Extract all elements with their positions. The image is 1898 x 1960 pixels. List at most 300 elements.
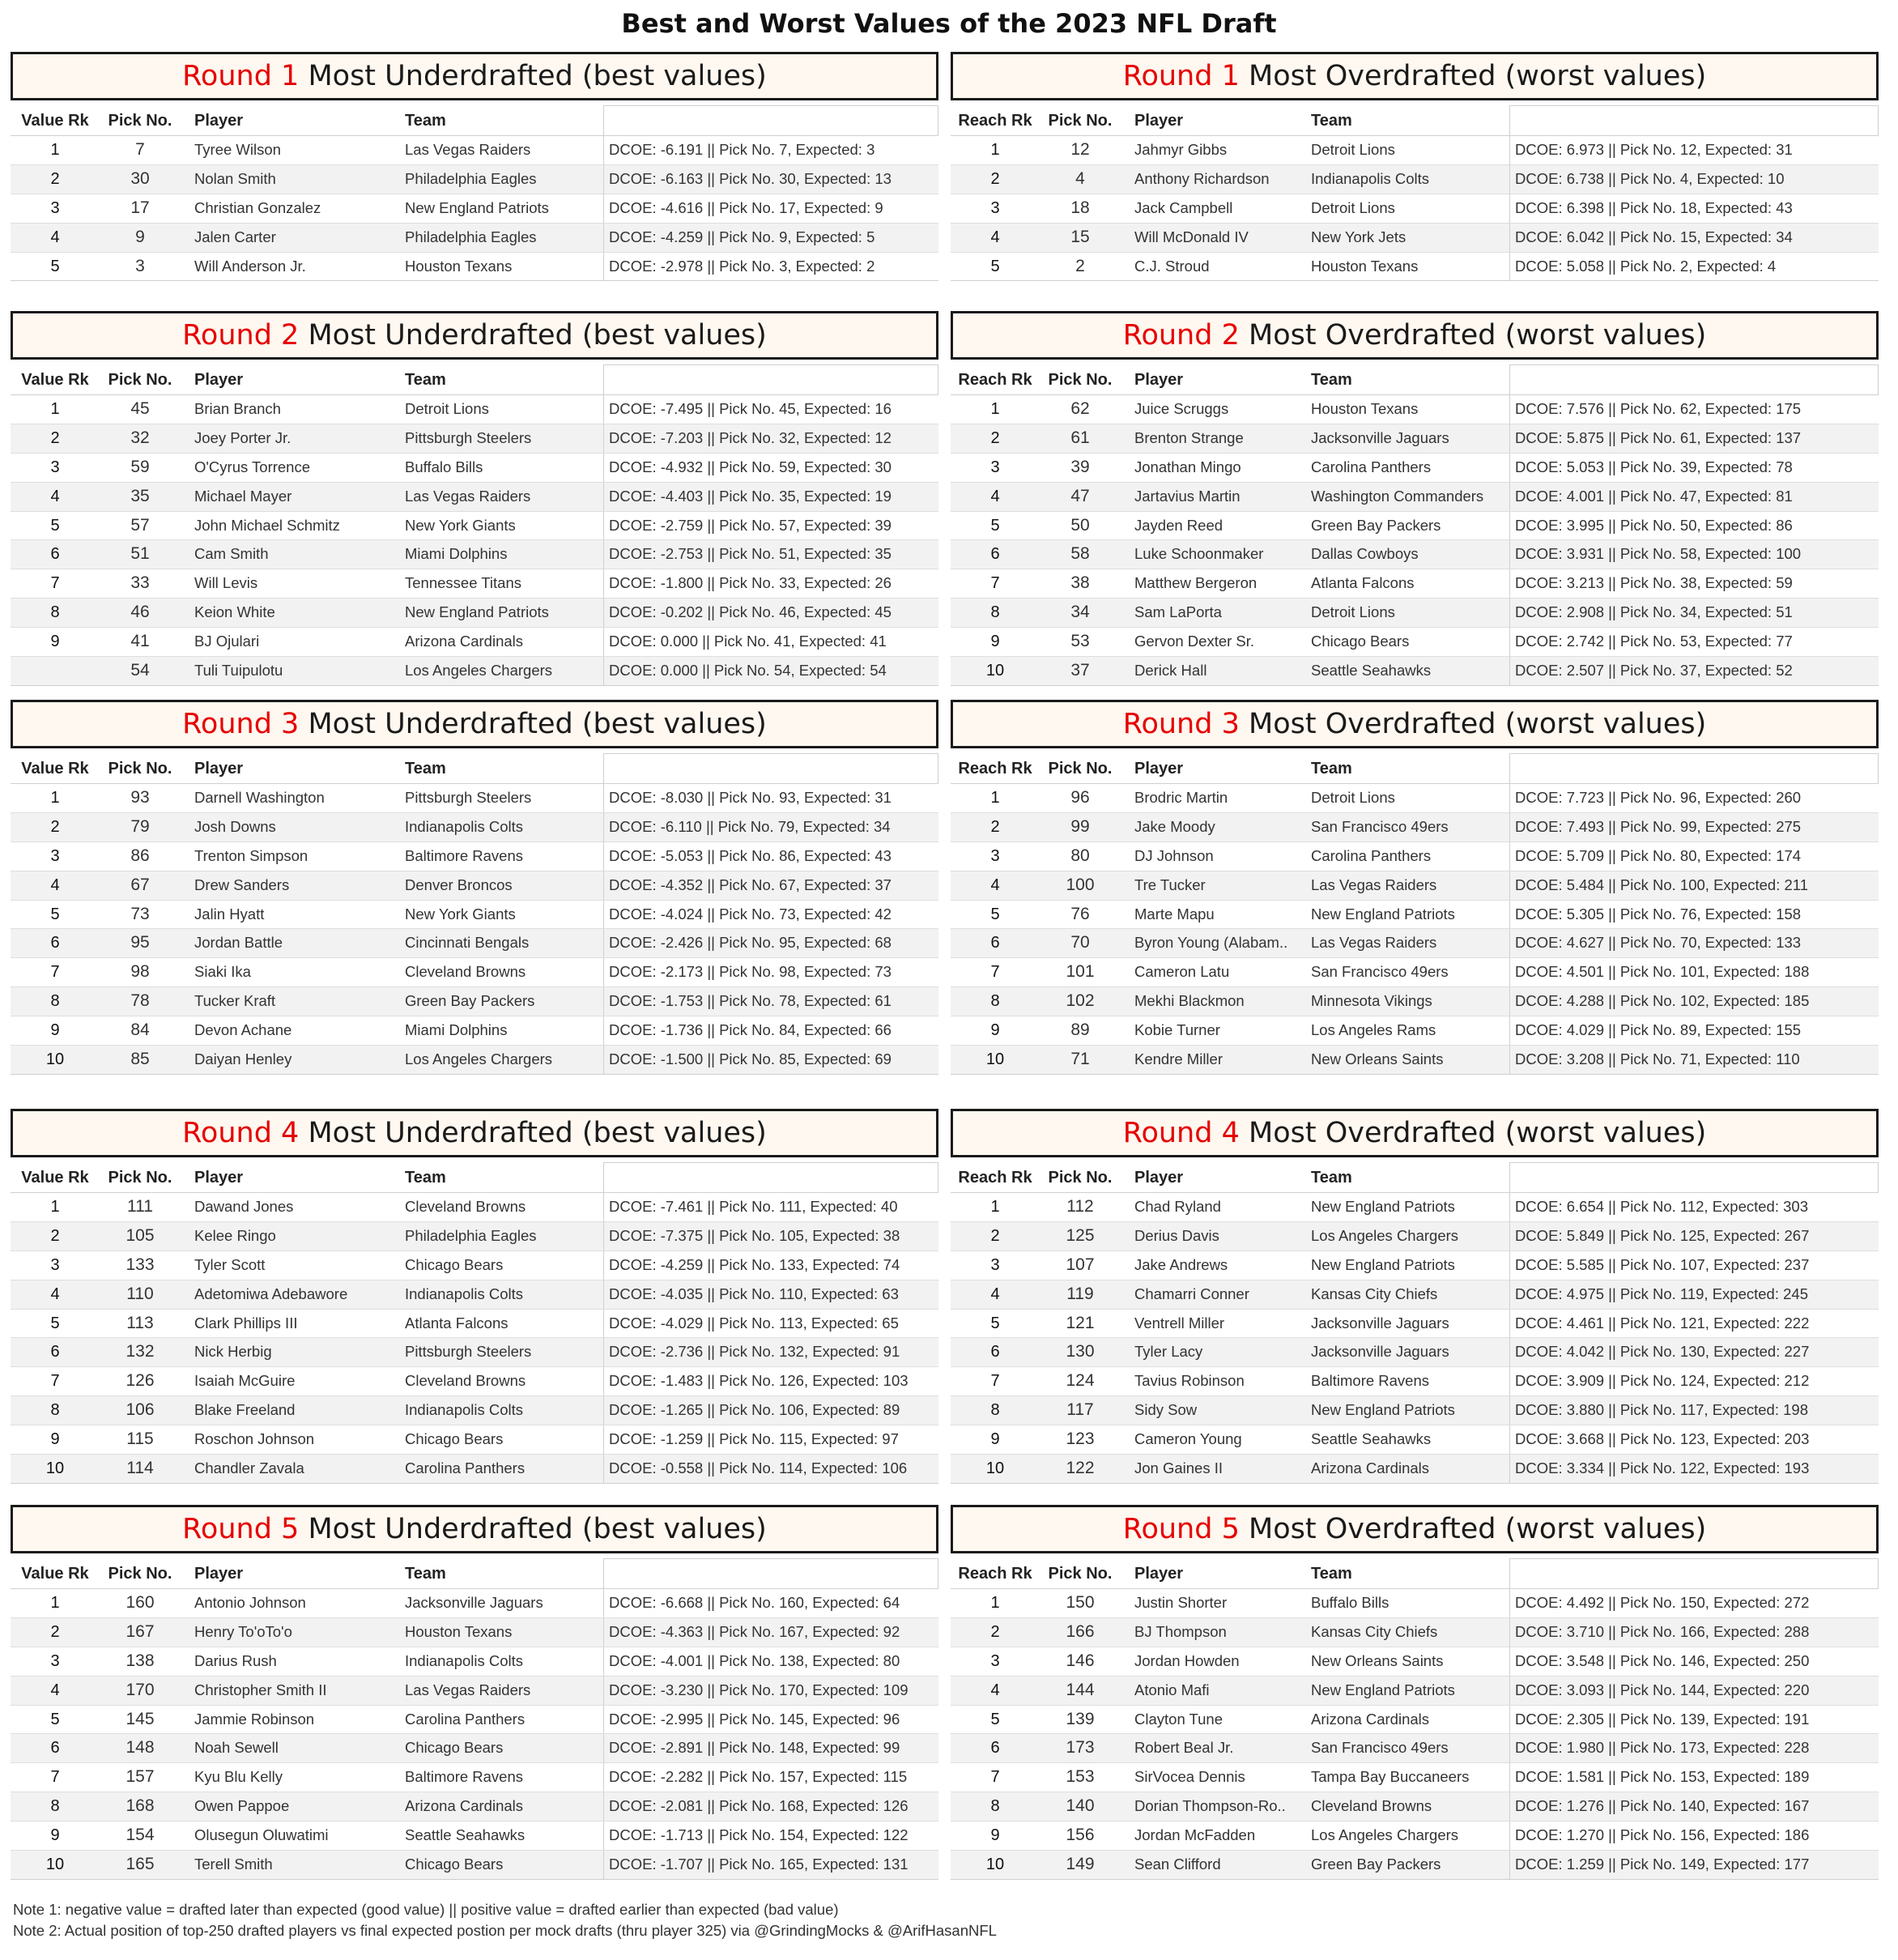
rank-cell: 2: [50, 1226, 60, 1245]
team-cell: Jacksonville Jaguars: [405, 1594, 543, 1611]
table-row: [951, 656, 1879, 685]
round-1-underdrafted-panel: [11, 52, 938, 281]
pick-cell: 38: [1070, 573, 1090, 593]
detail-cell: DCOE: 5.875 || Pick No. 61, Expected: 137: [1509, 424, 1879, 453]
detail-cell: DCOE: -2.978 || Pick No. 3, Expected: 2: [603, 253, 938, 281]
rank-cell: 2: [50, 1622, 60, 1641]
player-cell: Olusegun Oluwatimi: [194, 1826, 329, 1844]
detail-cell: DCOE: -4.024 || Pick No. 73, Expected: 42: [603, 901, 938, 929]
player-cell: Gervon Dexter Sr.: [1134, 633, 1255, 650]
pick-cell: 54: [130, 661, 150, 680]
pick-cell: 168: [126, 1796, 155, 1816]
panel-heading: Most Underdrafted (best values): [308, 1513, 767, 1545]
player-cell: Byron Young (Alabam..: [1134, 934, 1288, 952]
rank-cell: 7: [990, 1768, 1000, 1787]
player-cell: Michael Mayer: [194, 487, 292, 505]
rank-cell: 2: [50, 169, 60, 188]
team-cell: New York Jets: [1311, 228, 1406, 245]
rank-cell: 8: [990, 992, 1000, 1011]
player-cell: Josh Downs: [194, 817, 276, 835]
table-row: [951, 1251, 1879, 1280]
rank-cell: 3: [990, 1651, 1000, 1670]
team-column-header: Team: [405, 1565, 446, 1583]
detail-cell: DCOE: 6.398 || Pick No. 18, Expected: 43: [1509, 194, 1879, 223]
round-label: Round 2: [1122, 319, 1240, 352]
rank-cell: 5: [990, 257, 1000, 275]
panel-banner: [11, 700, 938, 748]
rank-cell: 5: [50, 1314, 60, 1332]
rank-cell: 1: [990, 141, 1000, 159]
panel-heading: Most Overdrafted (worst values): [1249, 1117, 1707, 1149]
detail-cell: DCOE: 4.627 || Pick No. 70, Expected: 133: [1509, 929, 1879, 957]
table-body: [11, 135, 938, 281]
table-body: [951, 135, 1879, 281]
pick-cell: 123: [1066, 1430, 1095, 1449]
player-cell: C.J. Stroud: [1134, 257, 1210, 275]
rank-cell: 1: [50, 1594, 60, 1612]
detail-column-header: [603, 1162, 938, 1192]
team-cell: New England Patriots: [1311, 905, 1455, 922]
player-column-header: Player: [194, 371, 244, 389]
player-cell: Will Anderson Jr.: [194, 257, 306, 275]
pick-cell: 106: [126, 1400, 155, 1420]
rank-cell: 2: [990, 1226, 1000, 1245]
table-row: [951, 1045, 1879, 1074]
table-row: [11, 1016, 938, 1045]
table-body: [11, 394, 938, 686]
table-row: [951, 1850, 1879, 1879]
pick-cell: 139: [1066, 1709, 1095, 1728]
pick-cell: 95: [130, 933, 150, 952]
team-cell: Los Angeles Chargers: [405, 662, 553, 680]
table-row: [951, 1762, 1879, 1792]
table-row: [951, 424, 1879, 453]
table-row: [11, 842, 938, 871]
pick-cell: 50: [1070, 515, 1090, 535]
rank-cell: 7: [990, 963, 1000, 982]
rank-cell: 4: [50, 876, 60, 894]
team-cell: Chicago Bears: [405, 1739, 504, 1757]
detail-cell: DCOE: 1.980 || Pick No. 173, Expected: 228: [1509, 1734, 1879, 1762]
team-cell: Miami Dolphins: [405, 545, 508, 563]
table-row: [11, 784, 938, 812]
detail-cell: DCOE: -4.352 || Pick No. 67, Expected: 37: [603, 871, 938, 900]
table-body: [951, 1588, 1879, 1880]
player-cell: Cameron Latu: [1134, 963, 1230, 981]
team-column-header: Team: [405, 1169, 446, 1187]
detail-cell: DCOE: 3.334 || Pick No. 122, Expected: 193: [1509, 1455, 1879, 1483]
pick-cell: 39: [1070, 457, 1090, 476]
detail-cell: DCOE: 4.288 || Pick No. 102, Expected: 185: [1509, 987, 1879, 1016]
team-cell: Las Vegas Raiders: [405, 487, 531, 505]
table-body: [951, 1192, 1879, 1484]
detail-cell: DCOE: -5.053 || Pick No. 86, Expected: 43: [603, 842, 938, 871]
detail-cell: DCOE: -4.035 || Pick No. 110, Expected: 63: [603, 1280, 938, 1309]
pick-cell: 85: [130, 1050, 150, 1069]
rank-cell: 5: [990, 905, 1000, 923]
player-cell: Kobie Turner: [1134, 1021, 1220, 1039]
rank-cell: 4: [50, 228, 60, 246]
player-cell: Sean Clifford: [1134, 1856, 1221, 1873]
table-row: [11, 1366, 938, 1395]
rank-cell: 9: [50, 1430, 60, 1449]
table-row: [11, 252, 938, 281]
pick-cell: 37: [1070, 661, 1090, 680]
pick-cell: 145: [126, 1709, 155, 1728]
team-cell: New England Patriots: [1311, 1255, 1455, 1273]
player-cell: Derick Hall: [1134, 662, 1207, 680]
team-cell: New England Patriots: [1311, 1681, 1455, 1698]
team-cell: Indianapolis Colts: [405, 1401, 524, 1419]
team-cell: Pittsburgh Steelers: [405, 428, 532, 446]
pick-cell: 18: [1070, 198, 1090, 217]
player-cell: Antonio Johnson: [194, 1594, 306, 1611]
rank-cell: 7: [990, 1372, 1000, 1391]
table-row: [11, 1193, 938, 1221]
team-cell: New York Giants: [405, 905, 516, 922]
pick-cell: 17: [130, 198, 150, 217]
team-cell: Baltimore Ravens: [1311, 1372, 1430, 1390]
team-cell: Houston Texans: [1311, 400, 1419, 417]
team-cell: Baltimore Ravens: [405, 846, 524, 864]
team-cell: Arizona Cardinals: [1311, 1710, 1430, 1728]
player-cell: Marte Mapu: [1134, 905, 1215, 922]
pick-cell: 100: [1066, 875, 1095, 894]
rank-cell: 5: [990, 516, 1000, 535]
pick-cell: 47: [1070, 486, 1090, 505]
team-cell: Pittsburgh Steelers: [405, 1343, 532, 1361]
rank-cell: 9: [50, 1021, 60, 1040]
rank-cell: 3: [990, 846, 1000, 865]
table-header: [11, 1553, 938, 1588]
rank-cell: 10: [985, 1459, 1005, 1478]
table-header: [11, 1157, 938, 1192]
detail-cell: DCOE: 3.548 || Pick No. 146, Expected: 250: [1509, 1647, 1879, 1676]
rank-cell: 5: [50, 516, 60, 535]
detail-cell: DCOE: -8.030 || Pick No. 93, Expected: 31: [603, 784, 938, 812]
pick-column-header: Pick No.: [108, 1169, 172, 1187]
player-cell: Keion White: [194, 603, 275, 621]
player-cell: Noah Sewell: [194, 1739, 279, 1757]
player-cell: Blake Freeland: [194, 1401, 296, 1419]
player-cell: Tavius Robinson: [1134, 1372, 1245, 1390]
player-cell: Daiyan Henley: [194, 1050, 292, 1068]
round-label: Round 2: [182, 319, 300, 352]
rank-cell: 3: [50, 1651, 60, 1670]
table-row: [951, 1647, 1879, 1676]
table-row: [951, 1705, 1879, 1734]
pick-cell: 86: [130, 846, 150, 865]
table-row: [951, 1617, 1879, 1647]
round-5-overdrafted-panel: [951, 1505, 1879, 1880]
rank-cell: 8: [990, 1797, 1000, 1816]
rank-cell: 1: [990, 400, 1000, 418]
rank-cell: 4: [990, 1285, 1000, 1303]
team-cell: Kansas City Chiefs: [1311, 1285, 1438, 1302]
round-2-overdrafted-panel: [951, 311, 1879, 686]
rank-cell: 4: [50, 487, 60, 505]
team-cell: Los Angeles Chargers: [1311, 1226, 1459, 1244]
round-4-overdrafted-panel: [951, 1109, 1879, 1484]
rank-column-header: Reach Rk: [958, 112, 1032, 130]
team-cell: Minnesota Vikings: [1311, 992, 1432, 1010]
player-cell: Kelee Ringo: [194, 1226, 276, 1244]
player-cell: Tuli Tuipulotu: [194, 662, 283, 680]
player-column-header: Player: [1134, 1565, 1184, 1583]
player-cell: Jack Campbell: [1134, 198, 1233, 216]
team-cell: Green Bay Packers: [405, 992, 535, 1010]
panel-heading: Most Overdrafted (worst values): [1249, 319, 1707, 352]
rank-cell: 6: [50, 1739, 60, 1758]
detail-cell: DCOE: -2.282 || Pick No. 157, Expected: 115: [603, 1763, 938, 1792]
pick-cell: 51: [130, 544, 150, 564]
team-cell: Philadelphia Eagles: [405, 228, 537, 245]
round-label: Round 4: [1122, 1117, 1240, 1149]
table-row: [951, 252, 1879, 281]
table-row: [11, 598, 938, 627]
table-row: [11, 656, 938, 685]
team-cell: Detroit Lions: [1311, 789, 1395, 806]
player-cell: Terell Smith: [194, 1856, 273, 1873]
team-column-header: Team: [1311, 112, 1352, 130]
panel-heading: Most Underdrafted (best values): [308, 60, 767, 92]
team-cell: Carolina Panthers: [1311, 458, 1432, 475]
player-cell: Owen Pappoe: [194, 1797, 290, 1815]
table-row: [951, 1193, 1879, 1221]
detail-column-header: [603, 364, 938, 394]
pick-cell: 133: [126, 1255, 155, 1274]
rank-cell: 4: [990, 876, 1000, 894]
detail-cell: DCOE: 5.058 || Pick No. 2, Expected: 4: [1509, 253, 1879, 281]
rank-cell: 8: [50, 1401, 60, 1420]
table-row: [11, 395, 938, 424]
pick-cell: 98: [130, 962, 150, 982]
player-cell: Cameron Young: [1134, 1430, 1242, 1448]
table-row: [951, 842, 1879, 871]
table-body: [11, 1192, 938, 1484]
team-cell: Cincinnati Bengals: [405, 934, 530, 952]
rank-cell: 2: [990, 817, 1000, 836]
table-row: [951, 164, 1879, 194]
pick-cell: 93: [130, 788, 150, 807]
table-header: [951, 100, 1879, 135]
pick-cell: 32: [130, 428, 150, 447]
panel-banner: [11, 311, 938, 360]
round-3-overdrafted-panel: [951, 700, 1879, 1075]
detail-cell: DCOE: 4.042 || Pick No. 130, Expected: 227: [1509, 1338, 1879, 1366]
team-cell: San Francisco 49ers: [1311, 1739, 1449, 1757]
player-cell: Kendre Miller: [1134, 1050, 1223, 1068]
rank-cell: 5: [50, 257, 60, 275]
table-row: [11, 1676, 938, 1705]
rank-cell: 9: [990, 1826, 1000, 1845]
team-cell: New England Patriots: [405, 198, 549, 216]
team-cell: Chicago Bears: [1311, 633, 1410, 650]
table-row: [951, 1337, 1879, 1366]
pick-cell: 59: [130, 457, 150, 476]
table-row: [951, 812, 1879, 842]
player-cell: Dorian Thompson-Ro..: [1134, 1797, 1286, 1815]
player-cell: Jonathan Mingo: [1134, 458, 1241, 475]
table-row: [11, 1395, 938, 1425]
pick-cell: 122: [1066, 1459, 1095, 1478]
table-row: [11, 223, 938, 252]
pick-cell: 130: [1066, 1342, 1095, 1361]
rank-cell: 3: [990, 458, 1000, 476]
rank-cell: 7: [50, 574, 60, 593]
detail-cell: DCOE: 2.507 || Pick No. 37, Expected: 52: [1509, 657, 1879, 685]
team-column-header: Team: [1311, 371, 1352, 389]
detail-cell: DCOE: -0.202 || Pick No. 46, Expected: 45: [603, 599, 938, 627]
table-row: [11, 164, 938, 194]
pick-cell: 144: [1066, 1680, 1095, 1699]
detail-cell: DCOE: 2.742 || Pick No. 53, Expected: 77: [1509, 628, 1879, 656]
detail-cell: DCOE: 3.668 || Pick No. 123, Expected: 203: [1509, 1425, 1879, 1454]
pick-cell: 76: [1070, 904, 1090, 923]
team-cell: New Orleans Saints: [1311, 1050, 1444, 1068]
detail-cell: DCOE: -6.110 || Pick No. 79, Expected: 34: [603, 813, 938, 842]
detail-cell: DCOE: 3.995 || Pick No. 50, Expected: 86: [1509, 512, 1879, 540]
team-cell: New England Patriots: [405, 603, 549, 621]
team-cell: Houston Texans: [405, 257, 513, 275]
team-cell: Jacksonville Jaguars: [1311, 1343, 1449, 1361]
pick-cell: 105: [126, 1225, 155, 1245]
panel-banner: [951, 1505, 1879, 1553]
pick-cell: 101: [1066, 962, 1095, 982]
table-row: [951, 871, 1879, 900]
detail-cell: DCOE: 5.053 || Pick No. 39, Expected: 78: [1509, 454, 1879, 482]
detail-cell: DCOE: -6.668 || Pick No. 160, Expected: 64: [603, 1589, 938, 1617]
table-row: [11, 1454, 938, 1483]
table-row: [951, 900, 1879, 929]
table-row: [11, 1337, 938, 1366]
pick-cell: 46: [130, 603, 150, 622]
rank-cell: 8: [50, 1797, 60, 1816]
player-cell: Jayden Reed: [1134, 516, 1223, 534]
pick-cell: 34: [1070, 603, 1090, 622]
detail-column-header: [1509, 1558, 1879, 1588]
pick-column-header: Pick No.: [108, 760, 172, 778]
player-cell: Jon Gaines II: [1134, 1459, 1223, 1477]
detail-cell: DCOE: -4.029 || Pick No. 113, Expected: 65: [603, 1310, 938, 1338]
player-column-header: Player: [1134, 760, 1184, 778]
rank-column-header: Reach Rk: [958, 1169, 1032, 1187]
player-column-header: Player: [1134, 371, 1184, 389]
player-cell: Chandler Zavala: [194, 1459, 304, 1477]
team-cell: Chicago Bears: [405, 1255, 504, 1273]
detail-cell: DCOE: -1.707 || Pick No. 165, Expected: 131: [603, 1851, 938, 1879]
team-cell: Los Angeles Chargers: [405, 1050, 553, 1068]
team-cell: Arizona Cardinals: [1311, 1459, 1430, 1477]
team-cell: Kansas City Chiefs: [1311, 1622, 1438, 1640]
pick-cell: 79: [130, 816, 150, 836]
rank-cell: 5: [990, 1710, 1000, 1728]
table-row: [11, 424, 938, 453]
detail-cell: DCOE: -7.461 || Pick No. 111, Expected: 40: [603, 1193, 938, 1221]
rank-cell: 7: [50, 963, 60, 982]
rank-cell: 5: [990, 1314, 1000, 1332]
player-cell: Dawand Jones: [194, 1198, 294, 1215]
detail-cell: DCOE: -7.495 || Pick No. 45, Expected: 16: [603, 395, 938, 424]
table-row: [951, 395, 1879, 424]
player-cell: Matthew Bergeron: [1134, 574, 1258, 592]
player-cell: Ventrell Miller: [1134, 1314, 1225, 1332]
rank-cell: 3: [50, 1255, 60, 1274]
table-row: [951, 1309, 1879, 1338]
pick-cell: 157: [126, 1767, 155, 1787]
detail-cell: DCOE: -4.363 || Pick No. 167, Expected: 92: [603, 1618, 938, 1647]
table-row: [951, 627, 1879, 656]
team-cell: Arizona Cardinals: [405, 633, 524, 650]
pick-cell: 132: [126, 1342, 155, 1361]
detail-cell: DCOE: -2.426 || Pick No. 95, Expected: 68: [603, 929, 938, 957]
player-cell: DJ Johnson: [1134, 846, 1214, 864]
rank-cell: 6: [990, 1343, 1000, 1361]
footnotes: [13, 1899, 997, 1941]
team-cell: Indianapolis Colts: [405, 1651, 524, 1669]
player-cell: Jalen Carter: [194, 228, 276, 245]
rank-cell: 9: [990, 1021, 1000, 1040]
table-header: [951, 748, 1879, 783]
round-5-underdrafted-panel: [11, 1505, 938, 1880]
team-column-header: Team: [1311, 760, 1352, 778]
team-column-header: Team: [1311, 1169, 1352, 1187]
detail-cell: DCOE: -2.736 || Pick No. 132, Expected: 91: [603, 1338, 938, 1366]
player-cell: Tyler Lacy: [1134, 1343, 1203, 1361]
detail-cell: DCOE: 1.276 || Pick No. 140, Expected: 167: [1509, 1792, 1879, 1821]
team-column-header: Team: [405, 371, 446, 389]
rank-cell: 10: [45, 1050, 65, 1069]
panel-banner: [951, 311, 1879, 360]
rank-cell: 6: [50, 934, 60, 952]
round-1-overdrafted-panel: [951, 52, 1879, 281]
rank-cell: 2: [990, 169, 1000, 188]
table-row: [11, 1850, 938, 1879]
player-cell: Devon Achane: [194, 1021, 292, 1039]
team-cell: New England Patriots: [1311, 1198, 1455, 1215]
player-cell: Clark Phillips III: [194, 1314, 298, 1332]
team-cell: Indianapolis Colts: [405, 1285, 524, 1302]
pick-cell: 30: [130, 168, 150, 188]
team-cell: Las Vegas Raiders: [1311, 876, 1437, 893]
rank-cell: 4: [990, 487, 1000, 505]
round-label: Round 4: [182, 1117, 300, 1149]
player-cell: Christopher Smith II: [194, 1681, 327, 1698]
team-cell: Carolina Panthers: [1311, 846, 1432, 864]
table-row: [951, 511, 1879, 540]
rank-column-header: Value Rk: [21, 1565, 89, 1583]
table-row: [11, 511, 938, 540]
player-cell: Jordan McFadden: [1134, 1826, 1256, 1844]
rank-cell: 9: [990, 633, 1000, 651]
pick-cell: 124: [1066, 1371, 1095, 1391]
pick-column-header: Pick No.: [1048, 1565, 1113, 1583]
detail-cell: DCOE: 4.001 || Pick No. 47, Expected: 81: [1509, 483, 1879, 511]
rank-cell: 10: [45, 1856, 65, 1874]
table-row: [951, 1589, 1879, 1617]
team-cell: Buffalo Bills: [405, 458, 483, 475]
detail-cell: DCOE: -1.265 || Pick No. 106, Expected: 89: [603, 1396, 938, 1425]
team-cell: Cleveland Browns: [405, 1372, 526, 1390]
team-cell: Denver Broncos: [405, 876, 513, 893]
player-column-header: Player: [194, 1169, 244, 1187]
table-row: [951, 1016, 1879, 1045]
panel-banner: [11, 1109, 938, 1157]
pick-cell: 41: [130, 632, 150, 651]
rank-cell: 8: [50, 992, 60, 1011]
detail-cell: DCOE: 3.208 || Pick No. 71, Expected: 110: [1509, 1046, 1879, 1074]
player-cell: Nolan Smith: [194, 169, 276, 187]
